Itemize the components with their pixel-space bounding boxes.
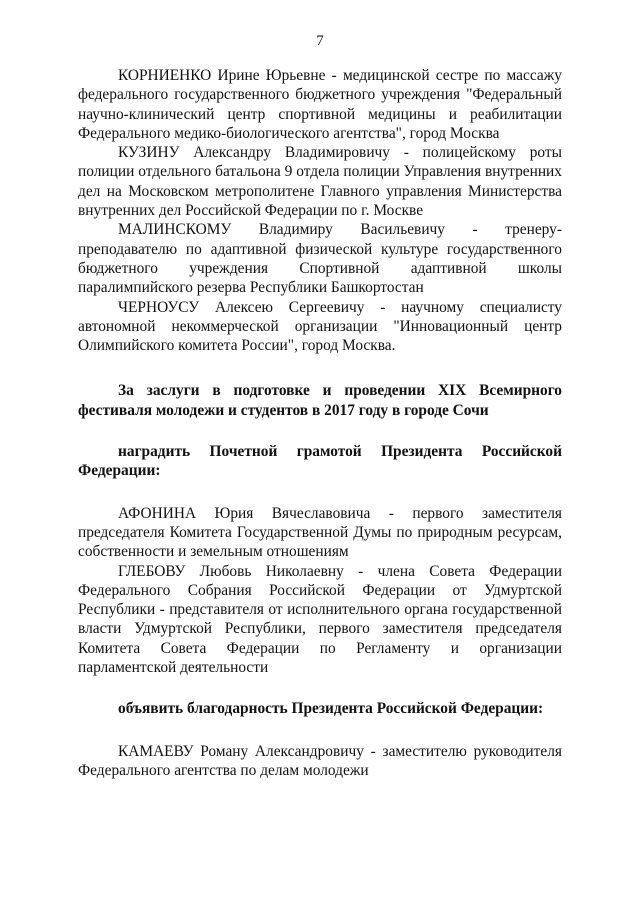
document-body — [78, 66, 562, 780]
award-entry-glebova: ГЛЕБОВУ Любовь Николаевну - члена Совета Федерации Федерального Собрания Российской Федерации от Удмуртской Республики - представителя от исполнительного органа государственной власти Удмуртской Республики, первого заместителя председателя Комитета Совета Федерации по Регламенту и организации парламентской деятельности — [78, 562, 562, 677]
section-heading: За заслуги в подготовке и проведении XIX Всемирного фестиваля молодежи и студентов в 2017 году в городе Сочи — [78, 382, 562, 419]
award-entry-kamaev: КАМАЕВУ Роману Александровичу - заместителю руководителя Федерального агентства по делам молодежи — [78, 742, 562, 779]
award-entry-kuzin: КУЗИНУ Александру Владимировичу - полицейскому роты полиции отдельного батальона 9 отдела полиции Управления внутренних дел на Московском метрополитене Главного управления Министерства внутренних дел Российской Федерации по г. Москве — [78, 144, 562, 220]
award-entry-malinsky: МАЛИНСКОМУ Владимиру Васильевичу - тренеру-преподавателю по адаптивной физической культуре государственного бюджетного учреждения Спортивной адаптивной школы паралимпийского резерва Республики Башкортостан — [78, 221, 562, 297]
page-number: 7 — [316, 33, 324, 49]
gratitude-heading: объявить благодарность Президента Российской Федерации: — [118, 700, 544, 718]
award-entry-afonin: АФОНИНА Юрия Вячеславовича - первого заместителя председателя Комитета Государственной Думы по природным ресурсам, собственности и земельным отношениям — [78, 504, 562, 561]
award-entry-korniyenko: КОРНИЕНКО Ирине Юрьевне - медицинской сестре по массажу федерального государственного бюджетного учреждения "Федеральный научно-клинический центр спортивной медицины и реабилитации Федерального медико-биологического агентства", город Москва — [78, 67, 562, 142]
award-entry-chernous: ЧЕРНОУСУ Алексею Сергеевичу - научному специалисту автономной некоммерческой организации "Инновационный центр Олимпийского комитета России", город Москва. — [78, 298, 562, 355]
certificate-heading: наградить Почетной грамотой Президента Российской Федерации: — [78, 443, 562, 480]
